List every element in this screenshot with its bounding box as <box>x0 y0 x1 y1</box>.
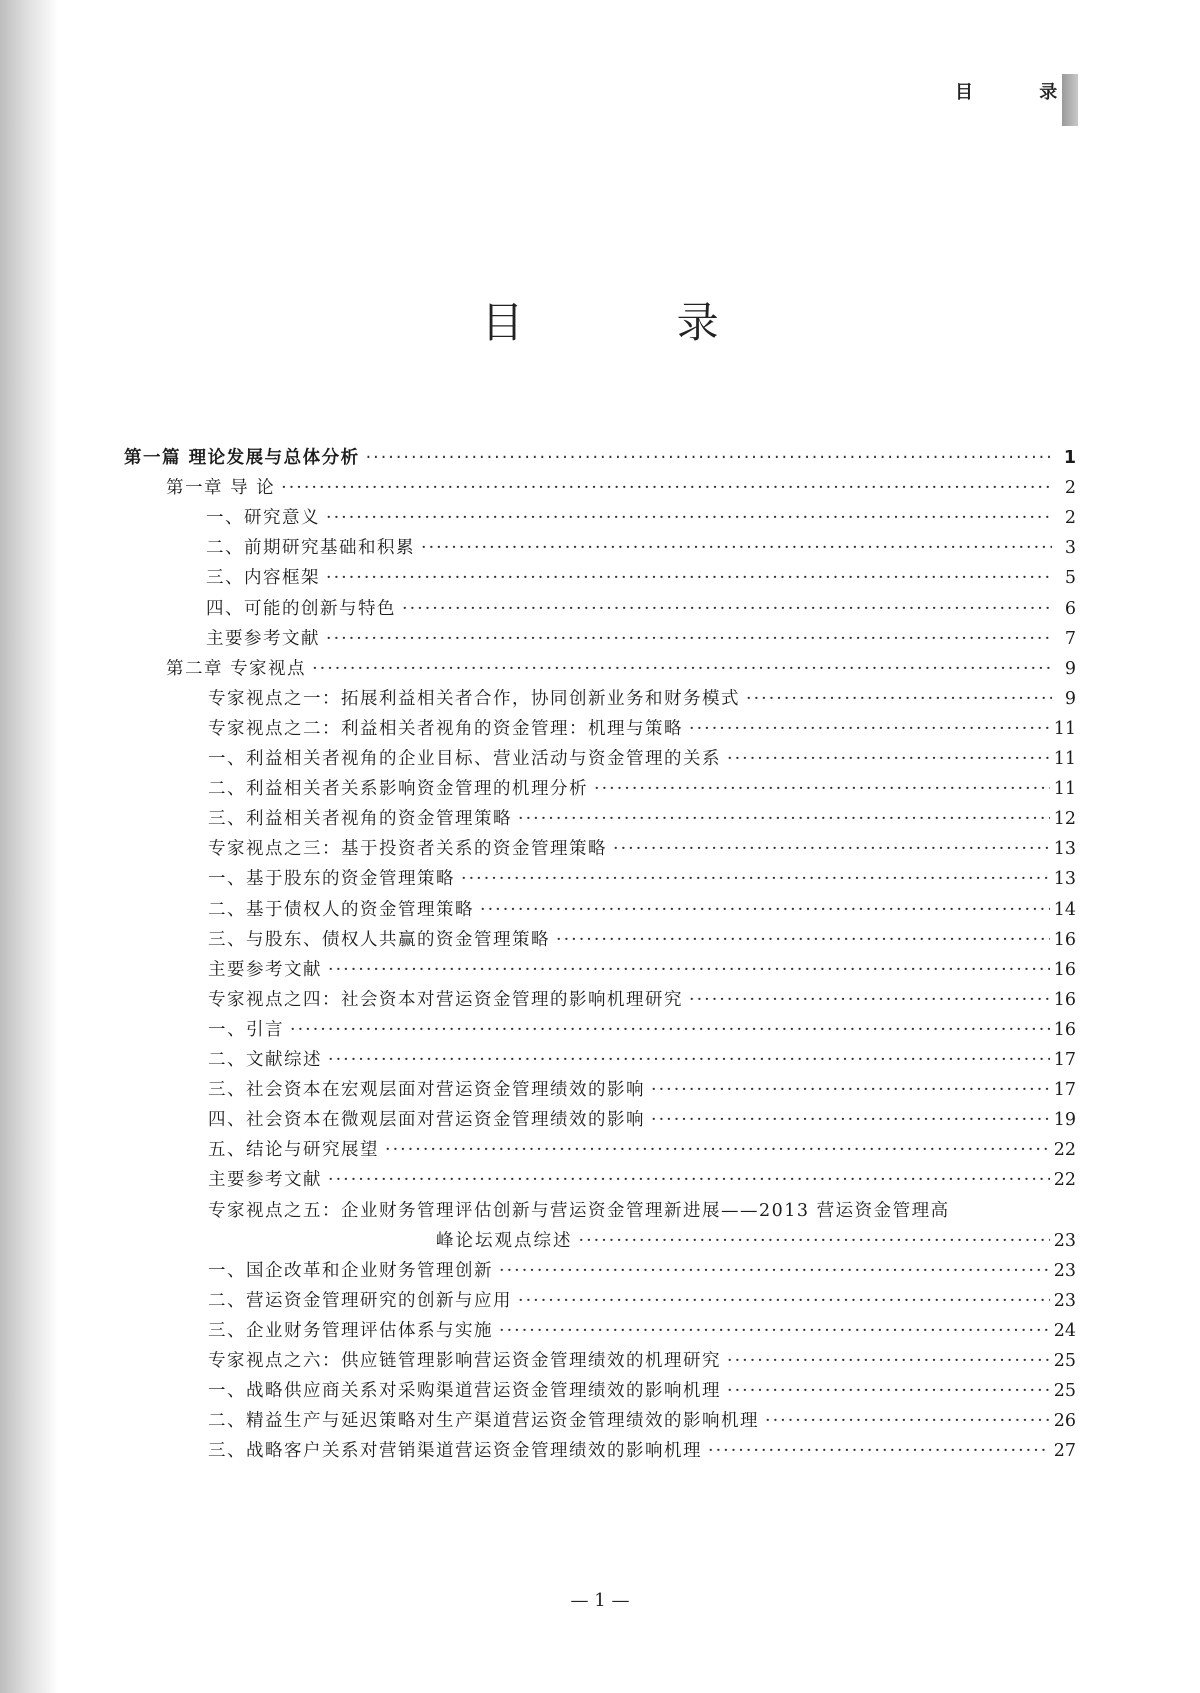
toc-entry-label: 专家视点之二：利益相关者视角的资金管理：机理与策略 <box>208 718 683 739</box>
toc-dot-leader <box>326 629 1052 649</box>
toc-dot-leader <box>385 1140 1050 1160</box>
toc-entry-label: 一、利益相关者视角的企业目标、营业活动与资金管理的关系 <box>208 749 721 769</box>
toc-entry <box>208 715 1076 745</box>
toc-dot-leader <box>326 568 1052 588</box>
toc-dot-leader <box>727 749 1050 769</box>
table-of-contents <box>0 444 1200 1544</box>
toc-dot-leader <box>499 1321 1050 1341</box>
toc-dot-leader <box>727 1351 1050 1371</box>
toc-entry <box>436 1227 1076 1257</box>
toc-entry <box>208 986 1076 1016</box>
toc-entry <box>208 1377 1076 1407</box>
toc-entry-page: 24 <box>1053 1320 1076 1341</box>
toc-dot-leader <box>727 1381 1050 1401</box>
page-title: 目 录 <box>481 298 789 347</box>
toc-entry-page: 14 <box>1053 899 1076 920</box>
toc-dot-leader <box>765 1411 1050 1431</box>
toc-entry <box>208 896 1076 926</box>
toc-dot-leader <box>746 689 1052 709</box>
toc-entry <box>208 775 1076 805</box>
toc-dot-leader <box>421 538 1052 558</box>
toc-entry-page: 27 <box>1053 1441 1076 1462</box>
toc-entry-page: 25 <box>1053 1351 1076 1371</box>
toc-entry-label: 二、前期研究基础和积累 <box>206 538 415 559</box>
toc-entry-page: 22 <box>1053 1140 1076 1161</box>
toc-entry-page: 23 <box>1053 1260 1076 1281</box>
toc-entry <box>206 534 1076 564</box>
toc-entry-label: 二、基于债权人的资金管理策略 <box>208 899 474 920</box>
toc-dot-leader <box>651 1110 1050 1130</box>
toc-entry-label: 一、战略供应商关系对采购渠道营运资金管理绩效的影响机理 <box>208 1381 721 1402</box>
toc-entry <box>208 926 1076 956</box>
toc-dot-leader <box>281 478 1052 498</box>
toc-dot-leader <box>708 1441 1050 1461</box>
toc-entry <box>208 956 1076 986</box>
toc-entry <box>206 595 1076 625</box>
toc-dot-leader <box>328 1170 1050 1190</box>
toc-entry <box>208 1347 1076 1377</box>
toc-dot-leader <box>518 1291 1050 1311</box>
toc-entry-label: 二、利益相关者关系影响资金管理的机理分析 <box>208 779 588 800</box>
toc-entry-page: 11 <box>1053 718 1076 739</box>
toc-entry-label: 五、结论与研究展望 <box>208 1140 379 1161</box>
toc-entry-label: 主要参考文献 <box>208 1170 322 1191</box>
toc-entry-label: 三、社会资本在宏观层面对营运资金管理绩效的影响 <box>208 1080 645 1101</box>
toc-entry-label: 专家视点之五：企业财务管理评估创新与营运资金管理新进展——2013 营运资金管理高 <box>208 1200 950 1221</box>
running-header: 目 录 <box>955 82 1088 103</box>
toc-entry-label: 峰论坛观点综述 <box>436 1230 573 1251</box>
toc-entry <box>208 1166 1076 1196</box>
toc-dot-leader <box>328 960 1050 980</box>
toc-dot-leader <box>579 1231 1050 1251</box>
toc-entry-page: 17 <box>1053 1080 1076 1101</box>
toc-entry <box>166 655 1076 685</box>
toc-entry <box>208 1317 1076 1347</box>
toc-entry-page: 2 <box>1064 508 1076 529</box>
toc-entry-page: 13 <box>1053 839 1076 860</box>
toc-entry <box>208 1287 1076 1317</box>
toc-entry <box>208 1106 1076 1136</box>
toc-dot-leader <box>326 508 1052 528</box>
toc-dot-leader <box>402 599 1052 619</box>
toc-entry <box>206 564 1076 594</box>
toc-dot-leader <box>480 900 1050 920</box>
toc-entry <box>208 1437 1076 1467</box>
toc-dot-leader <box>613 839 1050 859</box>
toc-entry-label: 一、研究意义 <box>206 508 320 529</box>
toc-entry-label: 专家视点之三：基于投资者关系的资金管理策略 <box>208 839 607 860</box>
toc-dot-leader <box>689 719 1050 739</box>
toc-entry <box>166 474 1076 504</box>
toc-entry-label: 专家视点之四：社会资本对营运资金管理的影响机理研究 <box>208 989 683 1010</box>
toc-entry <box>208 1136 1076 1166</box>
toc-entry-page: 23 <box>1053 1230 1076 1251</box>
toc-dot-leader <box>556 930 1050 950</box>
toc-entry-page: 3 <box>1064 538 1076 559</box>
toc-entry <box>206 504 1076 534</box>
toc-entry-label: 主要参考文献 <box>208 959 322 980</box>
page-number: — 1 — <box>570 1590 630 1611</box>
toc-entry-page: 1 <box>1063 448 1076 468</box>
toc-dot-leader <box>290 1020 1050 1040</box>
toc-entry-page: 5 <box>1064 568 1076 589</box>
toc-dot-leader <box>312 659 1052 679</box>
toc-entry-label: 第二章 专家视点 <box>166 658 307 679</box>
toc-entry-label: 主要参考文献 <box>206 628 320 649</box>
toc-entry-label: 二、营运资金管理研究的创新与应用 <box>208 1290 512 1311</box>
toc-entry-label: 三、利益相关者视角的资金管理策略 <box>208 809 512 830</box>
toc-entry <box>208 1197 1076 1227</box>
toc-dot-leader <box>594 779 1050 799</box>
toc-entry-page: 23 <box>1053 1290 1076 1311</box>
toc-entry-label: 第一篇 理论发展与总体分析 <box>124 448 360 468</box>
toc-entry-label: 四、社会资本在微观层面对营运资金管理绩效的影响 <box>208 1110 645 1131</box>
toc-dot-leader <box>328 1050 1050 1070</box>
toc-entry <box>208 865 1076 895</box>
toc-entry-page: 17 <box>1053 1050 1076 1070</box>
toc-entry-label: 专家视点之一：拓展利益相关者合作，协同创新业务和财务模式 <box>208 688 740 709</box>
toc-entry-page: 11 <box>1053 749 1076 769</box>
toc-entry-page: 16 <box>1053 959 1076 980</box>
toc-dot-leader <box>461 869 1050 889</box>
toc-entry-label: 二、精益生产与延迟策略对生产渠道营运资金管理绩效的影响机理 <box>208 1411 759 1432</box>
toc-entry-label: 三、内容框架 <box>206 568 320 589</box>
toc-entry <box>124 444 1076 474</box>
toc-entry-label: 专家视点之六：供应链管理影响营运资金管理绩效的机理研究 <box>208 1351 721 1371</box>
toc-entry-page: 16 <box>1053 989 1076 1010</box>
toc-entry-label: 三、战略客户关系对营销渠道营运资金管理绩效的影响机理 <box>208 1441 702 1462</box>
toc-entry <box>208 1257 1076 1287</box>
toc-entry-page: 12 <box>1053 809 1076 830</box>
toc-entry-label: 第一章 导 论 <box>166 478 276 499</box>
toc-entry-page: 19 <box>1053 1110 1076 1131</box>
toc-entry-page: 22 <box>1053 1170 1076 1191</box>
toc-entry <box>208 835 1076 865</box>
toc-entry-label: 三、企业财务管理评估体系与实施 <box>208 1320 493 1341</box>
toc-dot-leader <box>689 990 1050 1010</box>
toc-entry <box>208 805 1076 835</box>
toc-entry-label: 一、基于股东的资金管理策略 <box>208 869 455 890</box>
toc-entry-page: 25 <box>1053 1381 1076 1402</box>
toc-entry-page: 2 <box>1064 478 1076 499</box>
toc-entry-label: 三、与股东、债权人共赢的资金管理策略 <box>208 929 550 950</box>
toc-entry <box>208 1016 1076 1046</box>
toc-entry-page: 7 <box>1064 628 1076 649</box>
toc-entry-label: 一、引言 <box>208 1019 284 1040</box>
toc-dot-leader <box>651 1080 1050 1100</box>
toc-entry-page: 6 <box>1064 598 1076 619</box>
toc-entry-page: 9 <box>1064 658 1076 679</box>
toc-entry <box>208 745 1076 775</box>
toc-entry-page: 26 <box>1053 1411 1076 1432</box>
toc-entry <box>206 625 1076 655</box>
toc-dot-leader <box>499 1261 1050 1281</box>
toc-dot-leader <box>518 809 1050 829</box>
toc-entry <box>208 1076 1076 1106</box>
toc-entry <box>208 1046 1076 1076</box>
toc-dot-leader <box>366 448 1052 468</box>
toc-entry-page: 16 <box>1053 1019 1076 1040</box>
toc-entry <box>208 685 1076 715</box>
toc-entry-label: 二、文献综述 <box>208 1050 322 1070</box>
toc-entry-page: 9 <box>1064 688 1076 709</box>
toc-entry-label: 四、可能的创新与特色 <box>206 598 396 619</box>
toc-entry-page: 16 <box>1053 929 1076 950</box>
toc-entry-page: 11 <box>1053 779 1076 800</box>
toc-entry-page: 13 <box>1053 869 1076 890</box>
toc-entry-label: 一、国企改革和企业财务管理创新 <box>208 1260 493 1281</box>
toc-entry <box>208 1407 1076 1437</box>
